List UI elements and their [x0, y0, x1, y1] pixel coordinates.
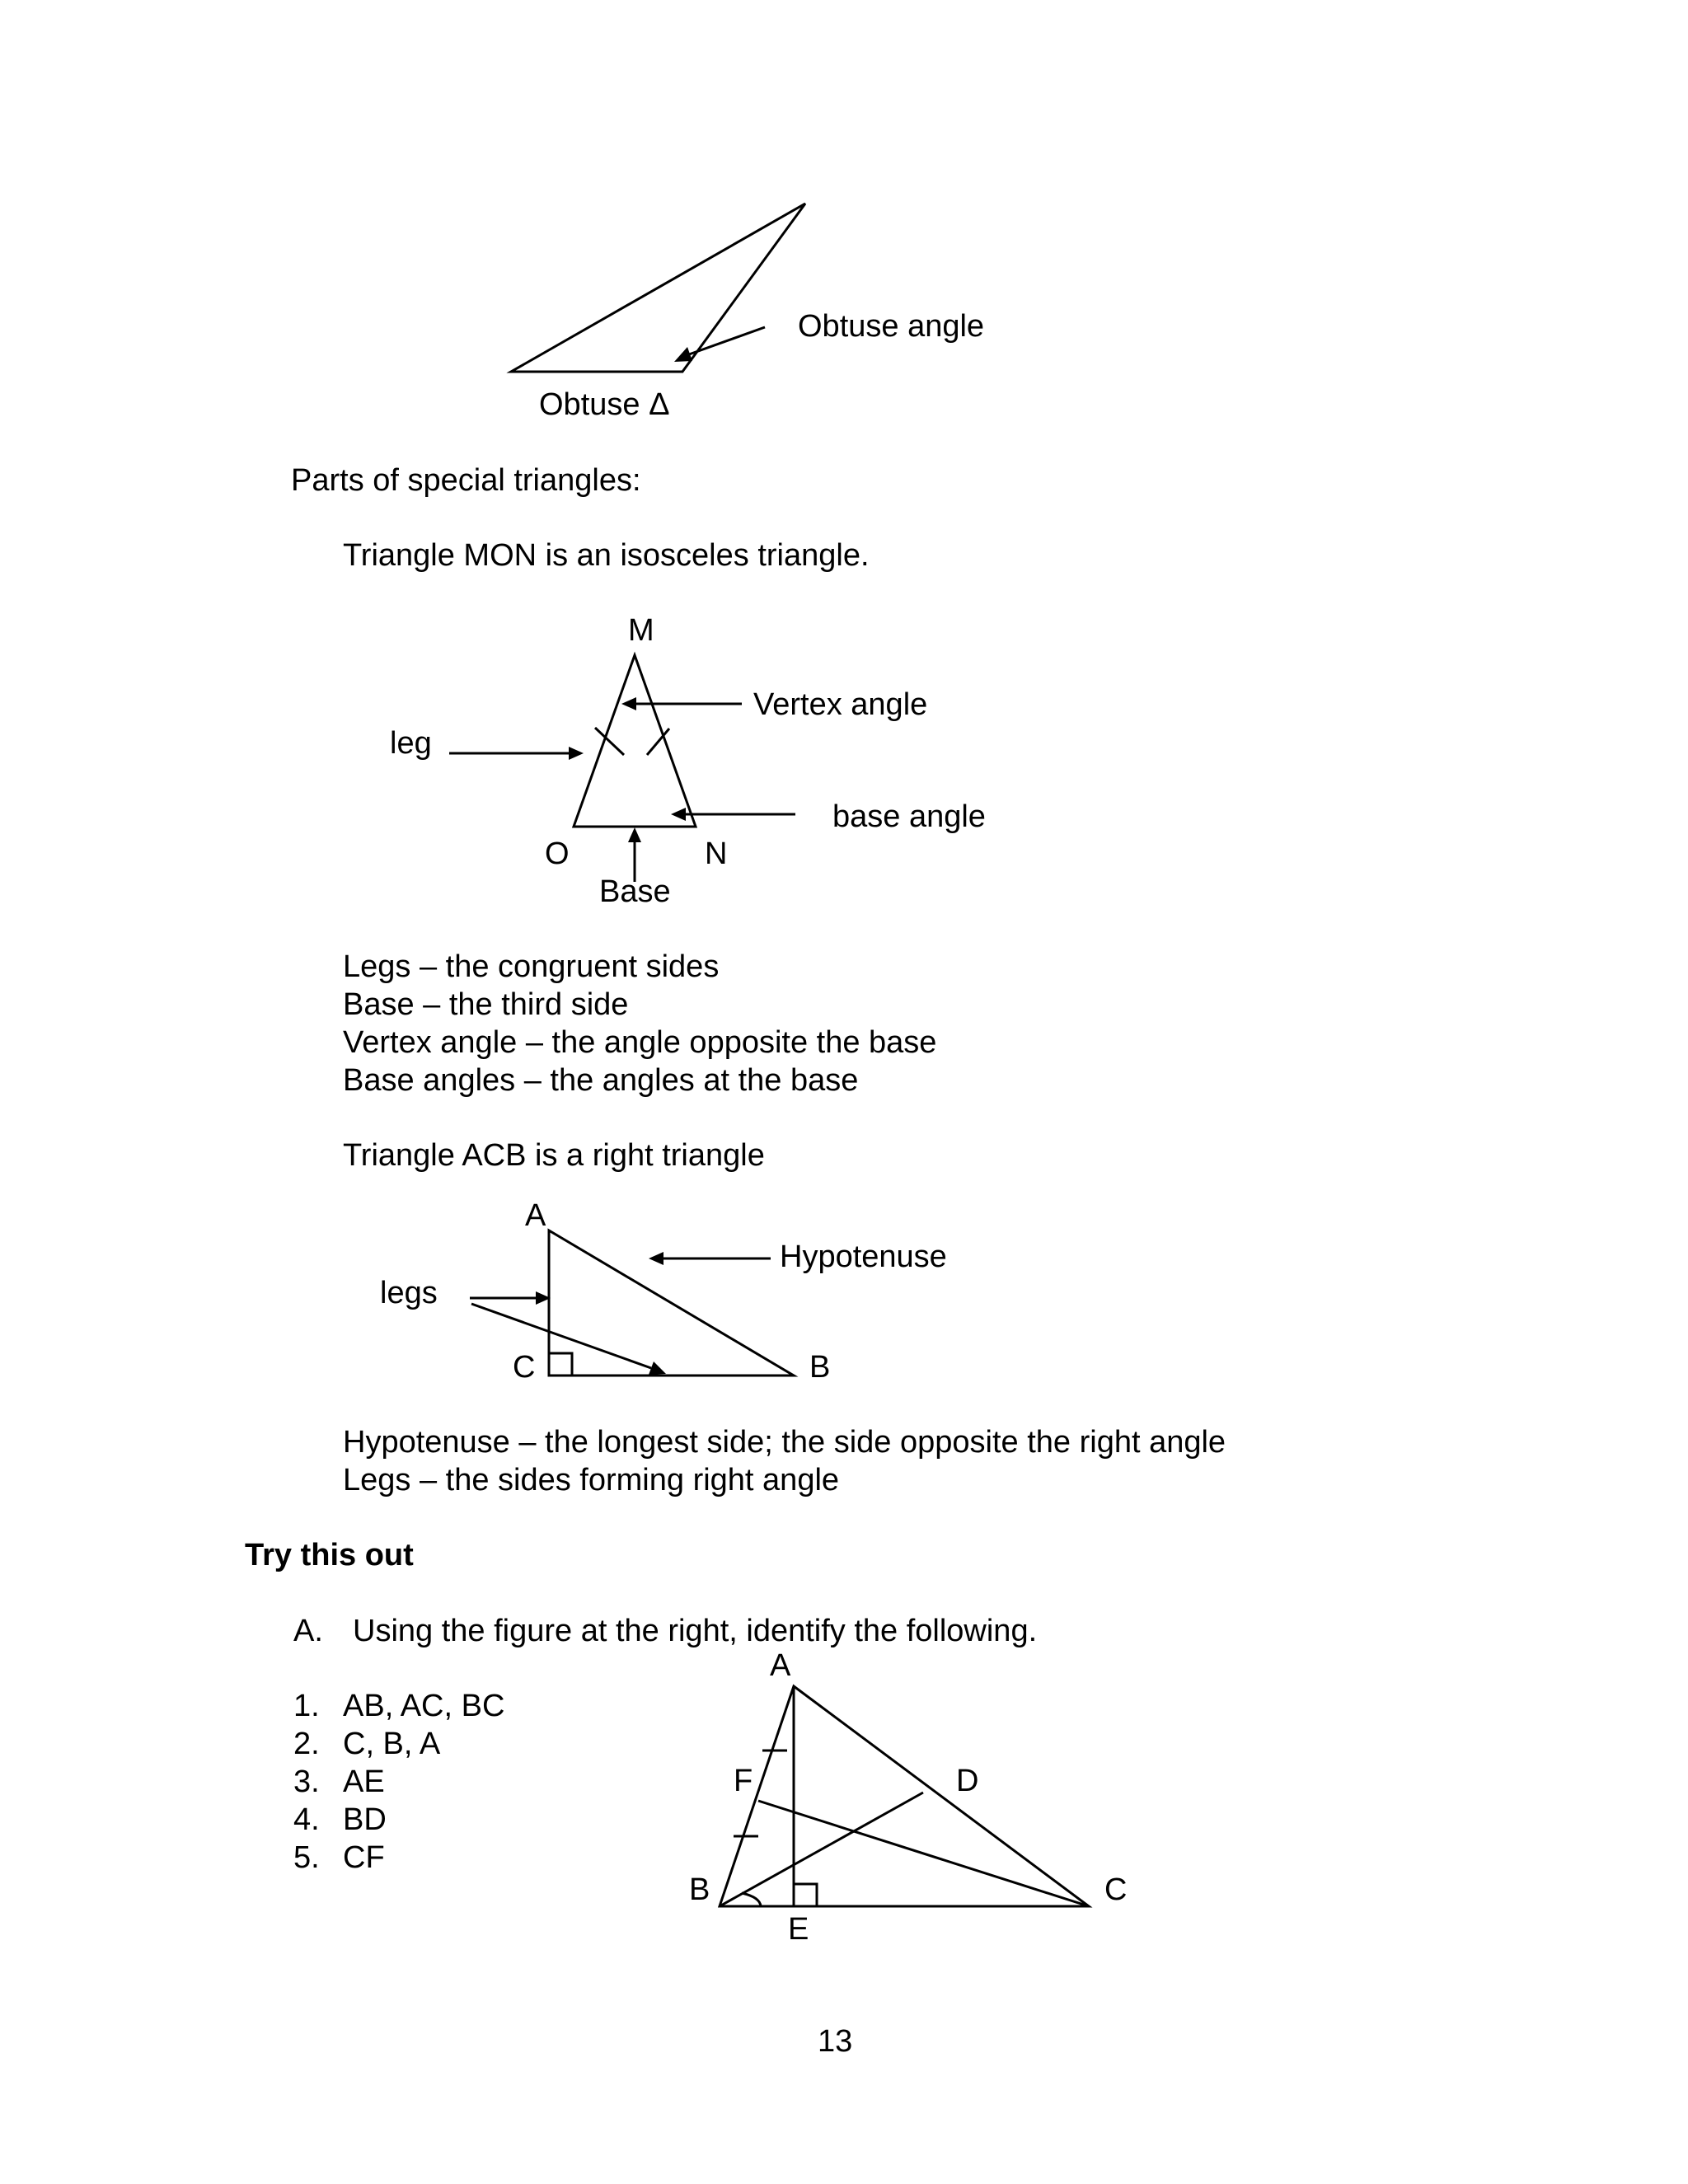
angle-arc-b — [742, 1893, 761, 1906]
exercise-instruction-letter: A. — [293, 1614, 323, 1648]
right-triangle-intro: Triangle ACB is a right triangle — [343, 1138, 765, 1173]
page-number: 13 — [818, 2024, 853, 2059]
figure-label-b: B — [689, 1872, 710, 1907]
vertex-label-c: C — [513, 1350, 536, 1385]
legs-label: legs — [380, 1276, 438, 1310]
isosceles-intro: Triangle MON is an isosceles triangle. — [343, 538, 870, 573]
figure-label-a: A — [770, 1648, 791, 1683]
figure-label-d: D — [956, 1764, 979, 1798]
obtuse-angle-label: Obtuse angle — [798, 309, 985, 344]
list-item-number: 5. — [293, 1840, 320, 1875]
angle-bisector-bd — [720, 1793, 923, 1906]
list-item-number: 3. — [293, 1765, 320, 1799]
list-item-number: 4. — [293, 1802, 320, 1837]
figure-label-c: C — [1104, 1872, 1128, 1907]
list-item-text: BD — [343, 1802, 387, 1837]
list-item-text: AE — [343, 1765, 385, 1799]
list-item-number: 2. — [293, 1727, 320, 1761]
figure-label-f: F — [734, 1764, 753, 1798]
median-cf — [758, 1801, 1089, 1906]
vertex-label-m: M — [628, 613, 654, 648]
vertex-angle-label: Vertex angle — [753, 687, 928, 722]
exercise-heading: Try this out — [245, 1538, 414, 1572]
definition-line: Hypotenuse – the longest side; the side opposite the right angle — [343, 1425, 1226, 1460]
list-item-number: 1. — [293, 1689, 320, 1723]
figure-label-e: E — [788, 1912, 809, 1947]
exercise-triangle-abc — [720, 1686, 1089, 1906]
vertex-label-n: N — [705, 837, 728, 871]
list-item-text: C, B, A — [343, 1727, 441, 1761]
obtuse-triangle-caption: Obtuse Δ — [539, 387, 670, 422]
list-item-text: AB, AC, BC — [343, 1689, 505, 1723]
definition-line: Legs – the congruent sides — [343, 949, 720, 984]
definition-line: Base – the third side — [343, 987, 629, 1022]
exercise-instruction: Using the figure at the right, identify the following. — [353, 1614, 1038, 1648]
vertex-label-a: A — [525, 1198, 546, 1233]
vertex-label-b: B — [809, 1350, 831, 1385]
definition-line: Legs – the sides forming right angle — [343, 1463, 840, 1497]
list-item-text: CF — [343, 1840, 385, 1875]
leg-label: leg — [390, 726, 432, 761]
hypotenuse-label: Hypotenuse — [780, 1240, 947, 1274]
base-angle-label: base angle — [832, 799, 986, 834]
section-heading: Parts of special triangles: — [291, 463, 641, 498]
definition-line: Vertex angle – the angle opposite the base — [343, 1025, 937, 1060]
base-label: Base — [599, 874, 671, 909]
right-angle-marker-e — [794, 1884, 817, 1906]
definition-line: Base angles – the angles at the base — [343, 1063, 859, 1098]
vertex-label-o: O — [545, 837, 570, 871]
